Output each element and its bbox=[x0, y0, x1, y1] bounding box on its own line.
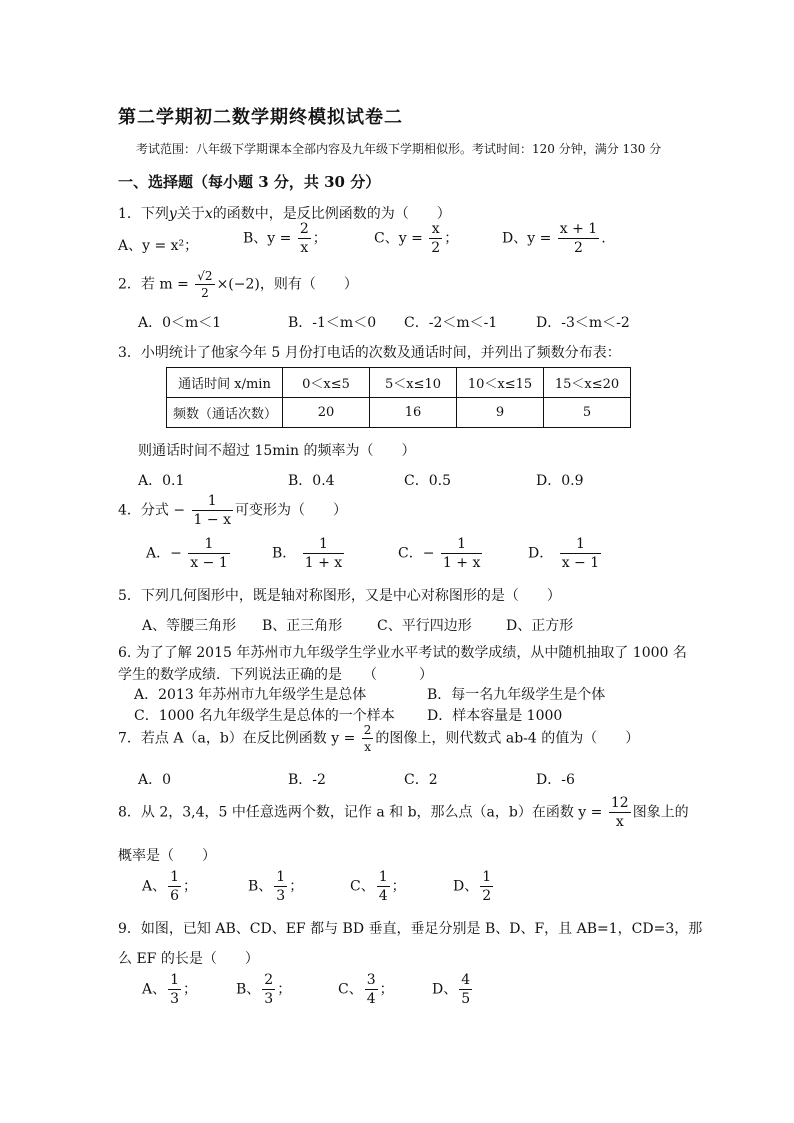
question-1-option-a: A、y = x²； bbox=[118, 238, 199, 254]
table-cell: 10＜x≤15 bbox=[457, 368, 544, 398]
question-6-option-c: C．1000 名九年级学生是总体的一个样本 bbox=[134, 708, 395, 724]
question-3-option-a: A．0.1 bbox=[138, 473, 185, 489]
fraction: $\frac{12}{x}$ bbox=[610, 795, 629, 830]
table-cell: 15＜x≤20 bbox=[544, 368, 631, 398]
question-8-stem: 8．从 2，3,4，5 中任意选两个数，记作 a 和 b，那么点（a，b）在函数 y = $\frac{12}{x}$ 图象上的 bbox=[118, 795, 689, 830]
table-cell: 16 bbox=[370, 398, 457, 428]
page-title: 第二学期初二数学期终模拟试卷二 bbox=[118, 107, 403, 128]
question-5-option-b: B、正三角形 bbox=[262, 618, 343, 634]
fraction: $\frac{2}{3}$ bbox=[264, 972, 274, 1007]
question-2-option-b: B．-1＜m＜0 bbox=[288, 315, 377, 331]
table-cell: 5＜x≤10 bbox=[370, 368, 457, 398]
question-2-option-c: C．-2＜m＜-1 bbox=[404, 315, 498, 331]
question-5-option-c: C、平行四边形 bbox=[377, 618, 472, 634]
frequency-table bbox=[166, 367, 631, 428]
question-7-stem: 7．若点 A（a，b）在反比例函数 y = $\frac{2}{x}$ 的图像上，则代数式 ab-4 的值为（ ） bbox=[118, 723, 640, 754]
question-6-option-b: B．每一名九年级学生是个体 bbox=[427, 687, 606, 703]
question-1-stem: 1．下列y关于x的函数中，是反比例函数的为（ ） bbox=[118, 206, 451, 222]
question-2-option-a: A．0＜m＜1 bbox=[138, 315, 222, 331]
table-cell: 0＜x≤5 bbox=[283, 368, 370, 398]
table-cell: 20 bbox=[283, 398, 370, 428]
question-1-option-d: D、y = $\frac{x + 1}{2}$ . bbox=[502, 221, 606, 256]
table-cell: 频数（通话次数） bbox=[167, 398, 283, 428]
question-6-stem-line-1: 6. 为了了解 2015 年苏州市九年级学生学业水平考试的数学成绩，从中随机抽取了 1000 名 bbox=[118, 645, 687, 661]
question-9-option-b: B、 $\frac{2}{3}$ ； bbox=[236, 972, 292, 1007]
fraction: $\frac{1}{1 + x}$ bbox=[442, 536, 481, 571]
question-7-option-d: D．-6 bbox=[536, 772, 575, 788]
exam-scope: 考试范围：八年级下学期课本全部内容及九年级下学期相似形。考试时间：120 分钟，满分 130 分 bbox=[136, 142, 662, 156]
question-7-option-a: A．0 bbox=[138, 772, 172, 788]
question-4-option-d: D． $\frac{1}{x - 1}$ bbox=[528, 536, 600, 571]
question-3-option-d: D．0.9 bbox=[536, 473, 584, 489]
table-cell: 5 bbox=[544, 398, 631, 428]
question-4-option-c: C．− $\frac{1}{1 + x}$ bbox=[398, 536, 481, 571]
question-5-option-a: A、等腰三角形 bbox=[142, 618, 237, 634]
fraction: $\frac{1}{3}$ bbox=[276, 869, 286, 904]
question-4-option-b: B． $\frac{1}{1 + x}$ bbox=[272, 536, 343, 571]
section-heading: 一、选择题（每小题 3 分，共 30 分） bbox=[118, 173, 381, 191]
fraction: $\frac{1}{2}$ bbox=[482, 869, 492, 904]
question-8-option-b: B、 $\frac{1}{3}$ ； bbox=[248, 869, 304, 904]
fraction: $\frac{1}{1 - x}$ bbox=[193, 493, 231, 528]
question-8-stem-line-2: 概率是（ ） bbox=[118, 848, 216, 864]
table-header-row bbox=[167, 368, 631, 398]
table-cell: 9 bbox=[457, 398, 544, 428]
fraction: $\frac{1}{x - 1}$ bbox=[190, 536, 228, 571]
fraction: $\frac{1}{3}$ bbox=[170, 972, 180, 1007]
question-8-option-d: D、 $\frac{1}{2}$ bbox=[453, 869, 492, 904]
question-6-stem-line-2: 学生的数学成绩．下列说法正确的是 （ ） bbox=[118, 667, 433, 683]
question-2-stem: 2．若 m = $\frac{√2}{2}$ ×(−2)，则有（ ） bbox=[118, 269, 358, 300]
question-8-option-c: C、 $\frac{1}{4}$ ； bbox=[350, 869, 406, 904]
question-9-option-c: C、 $\frac{3}{4}$ ； bbox=[338, 972, 394, 1007]
question-7-option-b: B．-2 bbox=[288, 772, 326, 788]
question-1-option-c: C、y = $\frac{x}{2}$ ； bbox=[374, 221, 459, 256]
question-2-option-d: D．-3＜m＜-2 bbox=[536, 315, 630, 331]
question-4-stem: 4．分式 − $\frac{1}{1 - x}$ 可变形为（ ） bbox=[118, 493, 347, 528]
fraction: $\frac{√2}{2}$ bbox=[197, 269, 213, 300]
question-3-option-b: B．0.4 bbox=[288, 473, 335, 489]
question-7-option-c: C．2 bbox=[404, 772, 438, 788]
question-3-stem: 3．小明统计了他家今年 5 月份打电话的次数及通话时间，并列出了频数分布表： bbox=[118, 345, 621, 361]
question-4-option-a: A．− $\frac{1}{x - 1}$ bbox=[146, 536, 228, 571]
question-6-option-a: A．2013 年苏州市九年级学生是总体 bbox=[134, 687, 367, 703]
question-5-option-d: D、正方形 bbox=[506, 618, 574, 634]
fraction: $\frac{x + 1}{2}$ bbox=[559, 221, 598, 256]
question-6-option-d: D．样本容量是 1000 bbox=[427, 708, 563, 724]
question-9-option-d: D、 $\frac{4}{5}$ bbox=[432, 972, 471, 1007]
question-9-stem-line-2: 么 EF 的长是（ ） bbox=[118, 951, 259, 967]
fraction: $\frac{x}{2}$ bbox=[431, 221, 441, 256]
table-cell: 通话时间 x/min bbox=[167, 368, 283, 398]
fraction: $\frac{1}{4}$ bbox=[378, 869, 388, 904]
fraction: $\frac{1}{6}$ bbox=[170, 869, 180, 904]
fraction: $\frac{1}{1 + x}$ bbox=[304, 536, 343, 571]
fraction: $\frac{2}{x}$ bbox=[363, 723, 372, 754]
question-9-option-a: A、 $\frac{1}{3}$ ； bbox=[142, 972, 198, 1007]
fraction: $\frac{1}{x - 1}$ bbox=[561, 536, 600, 571]
question-5-stem: 5．下列几何图形中，既是轴对称图形，又是中心对称图形的是（ ） bbox=[118, 588, 561, 604]
question-1-option-b: B、y = $\frac{2}{x}$ ； bbox=[243, 221, 327, 256]
fraction: $\frac{4}{5}$ bbox=[461, 972, 471, 1007]
question-8-option-a: A、 $\frac{1}{6}$ ； bbox=[142, 869, 198, 904]
question-3-option-c: C．0.5 bbox=[404, 473, 451, 489]
question-3-question: 则通话时间不超过 15min 的频率为（ ） bbox=[138, 443, 416, 459]
question-9-stem-line-1: 9．如图，已知 AB、CD、EF 都与 BD 垂直，垂足分别是 B、D、F，且 AB=1，CD=3，那 bbox=[118, 921, 703, 937]
fraction: $\frac{2}{x}$ bbox=[299, 221, 309, 256]
fraction: $\frac{3}{4}$ bbox=[366, 972, 376, 1007]
table-row bbox=[167, 398, 631, 428]
